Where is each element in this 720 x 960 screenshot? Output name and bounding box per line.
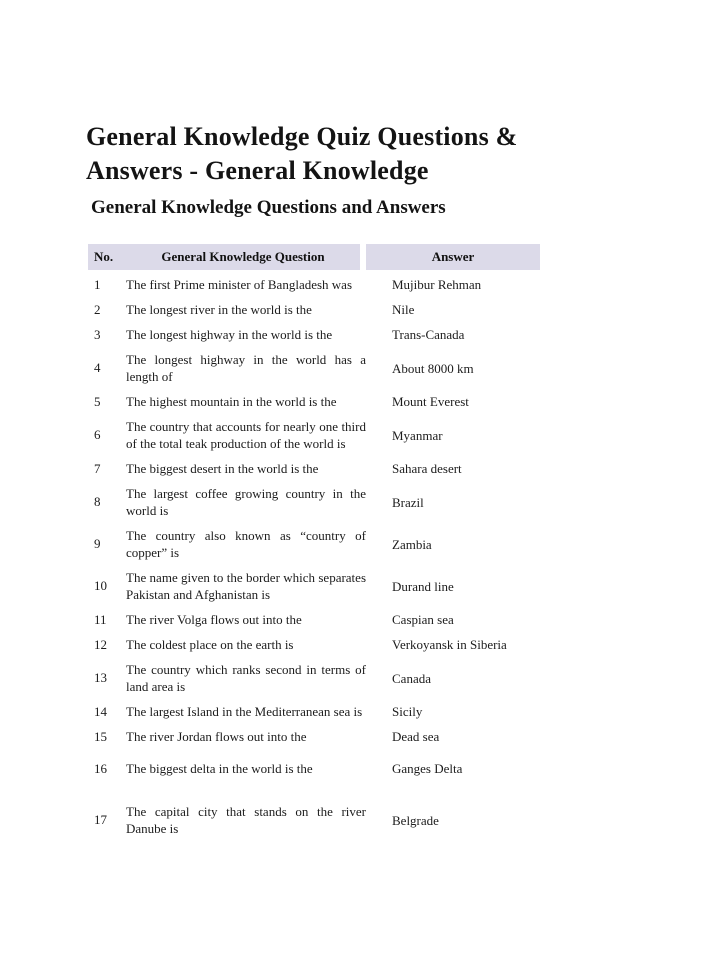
question-cell: The river Jordan flows out into the <box>126 729 307 744</box>
table-row <box>88 481 540 523</box>
row-number: 8 <box>94 494 101 509</box>
question-cell: The biggest desert in the world is the <box>126 461 319 476</box>
table-row <box>88 565 540 607</box>
answer-cell: Mount Everest <box>392 394 469 409</box>
table-row <box>88 657 540 699</box>
answer-cell: Ganges Delta <box>392 761 463 776</box>
row-number: 11 <box>94 611 107 627</box>
row-number: 4 <box>94 360 101 375</box>
question-cell: The longest highway in the world is the <box>126 327 333 342</box>
row-number: 2 <box>94 301 101 317</box>
header-answer: Answer <box>431 249 475 264</box>
question-cell: The first Prime minister of Bangladesh was <box>126 277 353 292</box>
question-cell: The largest Island in the Mediterranean sea is <box>126 704 363 719</box>
table-row <box>88 632 540 657</box>
document-title: General Knowledge Quiz Questions & Answers - General Knowledge <box>86 122 518 185</box>
answer-cell: Mujibur Rehman <box>392 277 482 292</box>
answer-cell: Nile <box>392 302 415 317</box>
table-row <box>88 756 540 781</box>
row-number: 17 <box>94 812 107 827</box>
table-row <box>88 724 540 749</box>
table-row <box>88 699 540 724</box>
header-question: General Knowledge Question <box>161 249 325 264</box>
question-cell: The longest river in the world is the <box>126 302 312 317</box>
row-number: 12 <box>94 636 107 652</box>
table-row <box>88 389 540 414</box>
question-cell: The highest mountain in the world is the <box>126 394 337 409</box>
answer-cell: Sicily <box>392 704 423 719</box>
row-number: 3 <box>94 326 101 342</box>
table-row <box>88 456 540 481</box>
question-cell: The river Volga flows out into the <box>126 612 302 627</box>
answer-cell: About 8000 km <box>392 360 474 376</box>
qa-table <box>88 244 540 841</box>
question-cell: The largest coffee growing country in the world is <box>126 486 366 518</box>
question-cell: The country which ranks second in terms of land area is <box>126 662 366 694</box>
row-number: 10 <box>94 578 107 593</box>
header-left-block <box>88 244 360 270</box>
row-number: 7 <box>94 460 101 476</box>
header-answer-block <box>366 244 540 270</box>
question-cell: The name given to the border which separates Pakistan and Afghanistan is <box>126 570 366 602</box>
header-no: No. <box>94 249 114 264</box>
row-number: 13 <box>94 670 107 685</box>
answer-cell: Canada <box>392 670 431 686</box>
row-number: 1 <box>94 276 101 292</box>
table-body <box>88 272 540 841</box>
row-number: 9 <box>94 536 101 551</box>
question-cell: The longest highway in the world has a length of <box>126 352 366 384</box>
answer-cell: Brazil <box>392 494 424 510</box>
answer-cell: Trans-Canada <box>392 327 465 342</box>
table-row <box>88 347 540 389</box>
answer-cell: Sahara desert <box>392 461 462 476</box>
table-row <box>88 523 540 565</box>
table-row <box>88 799 540 841</box>
row-number: 16 <box>94 760 107 776</box>
answer-cell: Verkoyansk in Siberia <box>392 637 507 652</box>
row-number: 6 <box>94 427 101 442</box>
question-cell: The capital city that stands on the river Danube is <box>126 804 366 836</box>
row-number: 15 <box>94 728 107 744</box>
table-row <box>88 607 540 632</box>
table-row <box>88 272 540 297</box>
question-cell: The coldest place on the earth is <box>126 637 294 652</box>
question-cell: The country also known as “country of copper” is <box>126 528 366 560</box>
answer-cell: Caspian sea <box>392 612 454 627</box>
table-row <box>88 297 540 322</box>
question-cell: The country that accounts for nearly one third of the total teak production of the world is <box>126 419 366 451</box>
row-number: 14 <box>94 703 107 719</box>
table-row <box>88 322 540 347</box>
answer-cell: Zambia <box>392 536 432 552</box>
answer-cell: Durand line <box>392 578 454 594</box>
answer-cell: Dead sea <box>392 729 440 744</box>
answer-cell: Myanmar <box>392 427 443 443</box>
answer-cell: Belgrade <box>392 812 439 828</box>
section-heading: General Knowledge Questions and Answers <box>91 197 446 218</box>
table-header-row <box>88 244 540 270</box>
row-number: 5 <box>94 393 101 409</box>
question-cell: The biggest delta in the world is the <box>126 761 313 776</box>
table-row <box>88 414 540 456</box>
